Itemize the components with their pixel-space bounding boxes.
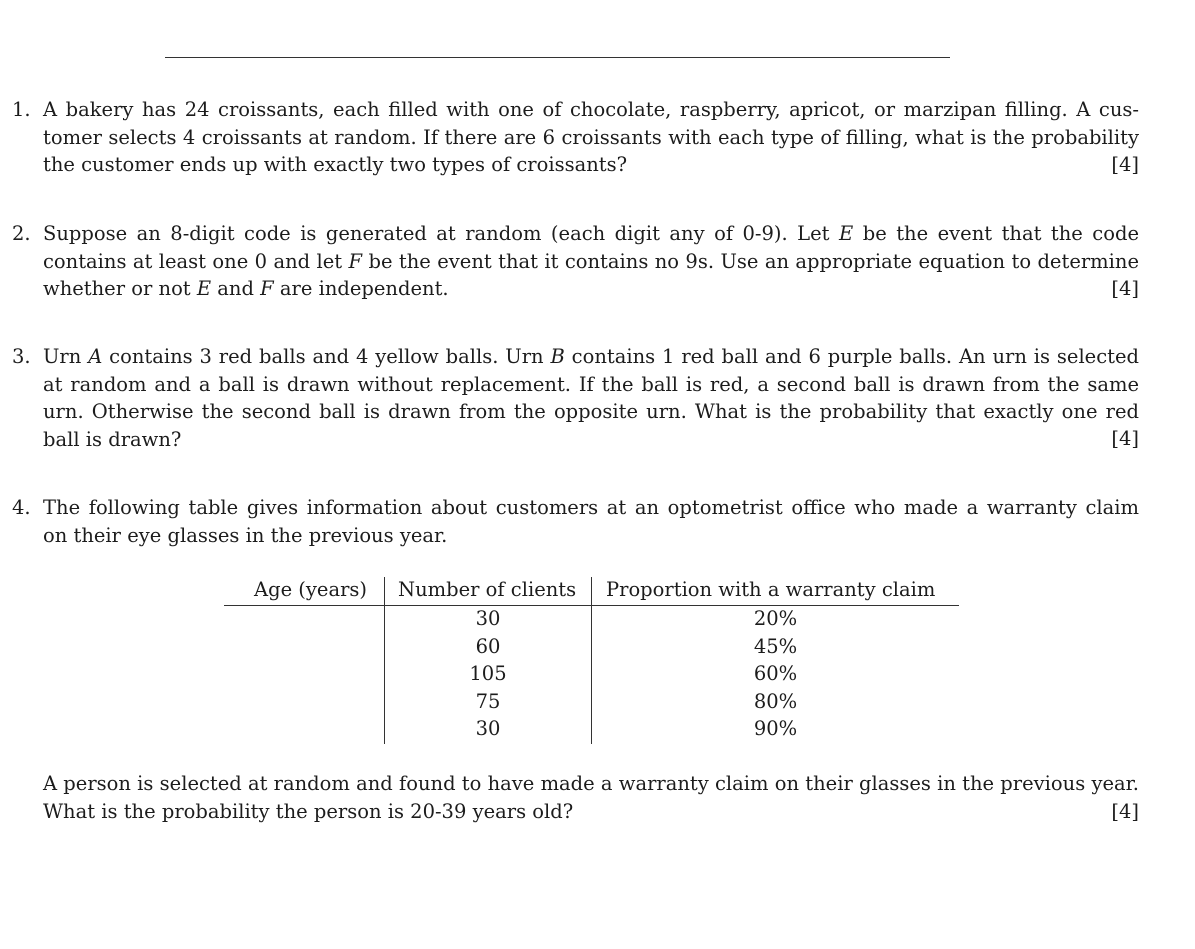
text-line: contains at least one 0 and let F be the event that it contains no 9s. Use an appropriate equation to determine — [43, 249, 1140, 273]
question-4-follow-up — [43, 770, 1139, 825]
text-line: whether or not E and F are independent. — [43, 277, 449, 300]
question-1 — [12, 96, 1139, 179]
text-line: urn. Otherwise the second ball is drawn from the opposite urn. What is the probability that exactly one red — [43, 400, 1139, 423]
top-divider — [165, 57, 950, 58]
table-cell-clients: 30 — [475, 607, 501, 630]
question-text — [43, 494, 1139, 549]
question-number: 3. — [12, 345, 31, 368]
text-line: Suppose an 8-digit code is generated at random (each digit any of 0-9). Let E be the event that the code — [43, 222, 1139, 245]
text-line: at random and a ball is drawn without replacement. If the ball is red, a second ball is drawn from the same — [43, 372, 1139, 396]
table-cell-clients: 105 — [469, 662, 507, 685]
question-number: 1. — [12, 98, 31, 121]
table-cell-clients: 60 — [475, 634, 501, 658]
text-line: Urn A contains 3 red balls and 4 yellow balls. Urn B contains 1 red ball and 6 purple balls. An urn is selected — [43, 345, 1140, 368]
text-line: The following table gives information about customers at an optometrist office who made a warranty claim — [43, 496, 1139, 519]
table-cell-proportion: 20% — [753, 607, 798, 630]
marks-label: [4] — [1111, 277, 1139, 300]
question-text — [43, 96, 1139, 179]
question-3 — [12, 343, 1139, 453]
text-line: A person is selected at random and found to have made a warranty claim on their glasses in the previous year. — [43, 772, 1139, 795]
marks-label: [4] — [1111, 153, 1139, 176]
text-line: ball is drawn? — [43, 427, 182, 451]
text-line: on their eye glasses in the previous year. — [43, 523, 448, 547]
question-number: 4. — [12, 496, 31, 519]
table-cell-clients: 30 — [475, 717, 501, 740]
marks-label: [4] — [1111, 427, 1139, 450]
table-cell-proportion: 80% — [753, 689, 798, 713]
marks-label: [4] — [1111, 800, 1139, 823]
question-text — [43, 220, 1139, 303]
table-cell-proportion: 60% — [753, 662, 798, 685]
text-line: What is the probability the person is 20-39 years old? — [43, 799, 574, 823]
table-header-clients: Number of clients — [398, 578, 577, 601]
table-header-age: Age (years) — [254, 578, 368, 601]
question-4 — [12, 494, 1139, 549]
table-cell-proportion: 45% — [753, 634, 798, 658]
text-line: the customer ends up with exactly two types of croissants? — [43, 153, 628, 176]
question-number: 2. — [12, 222, 31, 245]
text-line: A bakery has 24 croissants, each filled with one of chocolate, raspberry, apricot, or marzipan filling. A cus- — [43, 98, 1139, 121]
question-text — [43, 343, 1139, 453]
text-line: tomer selects 4 croissants at random. If there are 6 croissants with each type of filling, what is the probability — [43, 125, 1139, 149]
table-cell-clients: 75 — [475, 689, 501, 713]
table-cell-proportion: 90% — [753, 717, 798, 740]
question-2 — [12, 220, 1139, 303]
table-header-proportion: Proportion with a warranty claim — [606, 578, 936, 601]
